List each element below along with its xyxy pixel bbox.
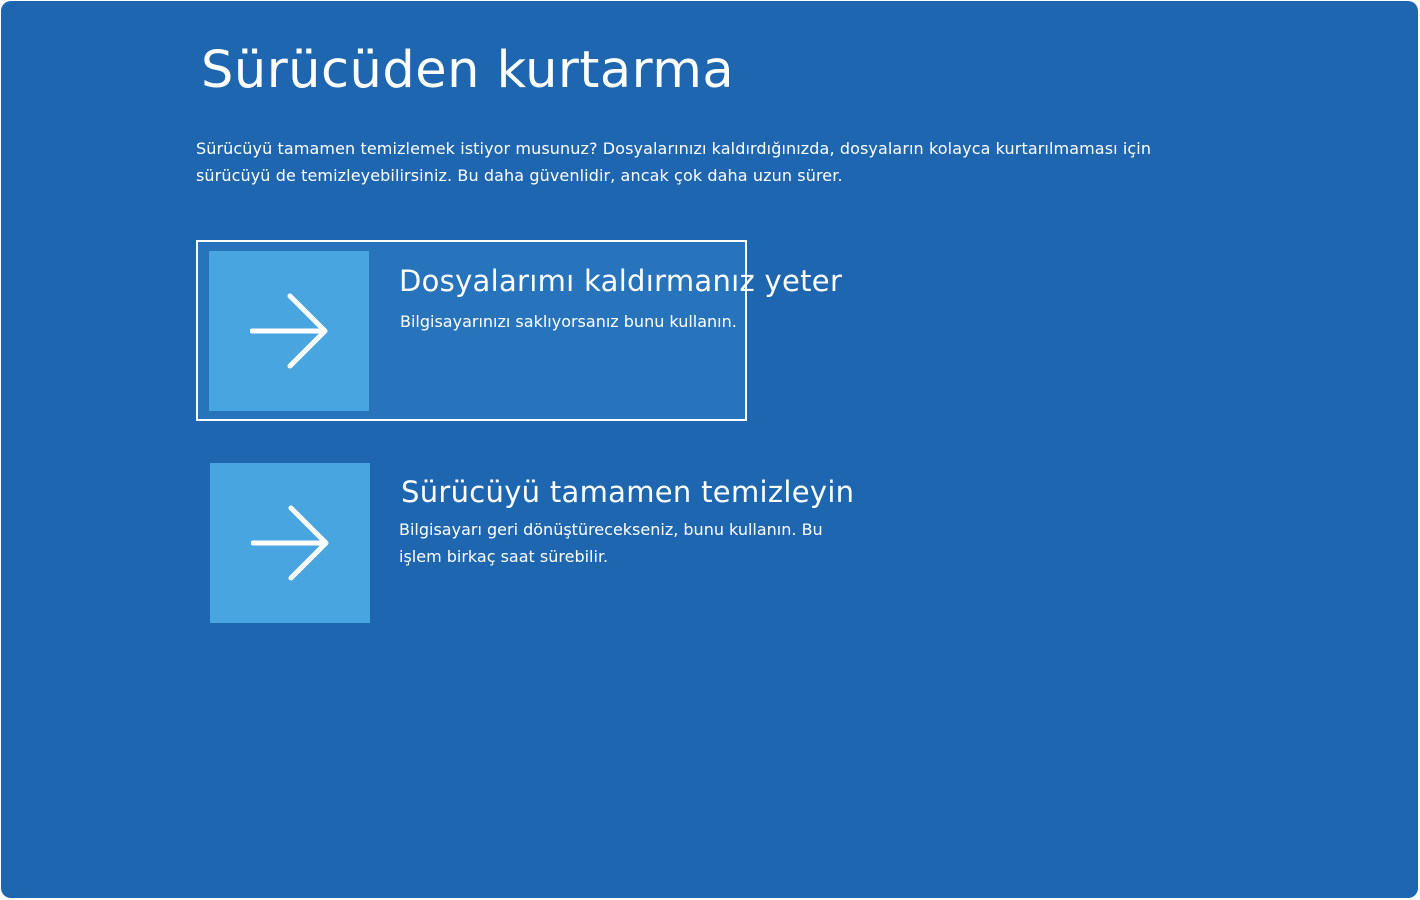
arrow-right-icon xyxy=(250,291,330,371)
page-title: Sürücüden kurtarma xyxy=(201,41,735,100)
page-description: Sürücüyü tamamen temizlemek istiyor musunuz? Dosyalarınızı kaldırdığınızda, dosyaların kolayca kurtarılmaması için sürücüyü de temizleyebilirsiniz. Bu daha güvenlidir, ancak çok daha uzun sürer. xyxy=(196,139,1152,185)
option-title: Sürücüyü tamamen temizleyin xyxy=(401,475,855,509)
arrow-right-icon xyxy=(251,503,331,583)
option-clean-drive-button[interactable] xyxy=(196,452,855,633)
option-tile xyxy=(210,463,370,623)
option-tile xyxy=(209,251,369,411)
option-remove-files-button[interactable] xyxy=(196,240,843,421)
recovery-screen xyxy=(1,1,1418,898)
option-subtitle: Bilgisayarınızı saklıyorsanız bunu kullanın. xyxy=(400,312,737,331)
option-title: Dosyalarımı kaldırmanız yeter xyxy=(399,264,843,298)
option-subtitle: Bilgisayarı geri dönüştürecekseniz, bunu kullanın. Bu işlem birkaç saat sürebilir. xyxy=(399,520,823,566)
